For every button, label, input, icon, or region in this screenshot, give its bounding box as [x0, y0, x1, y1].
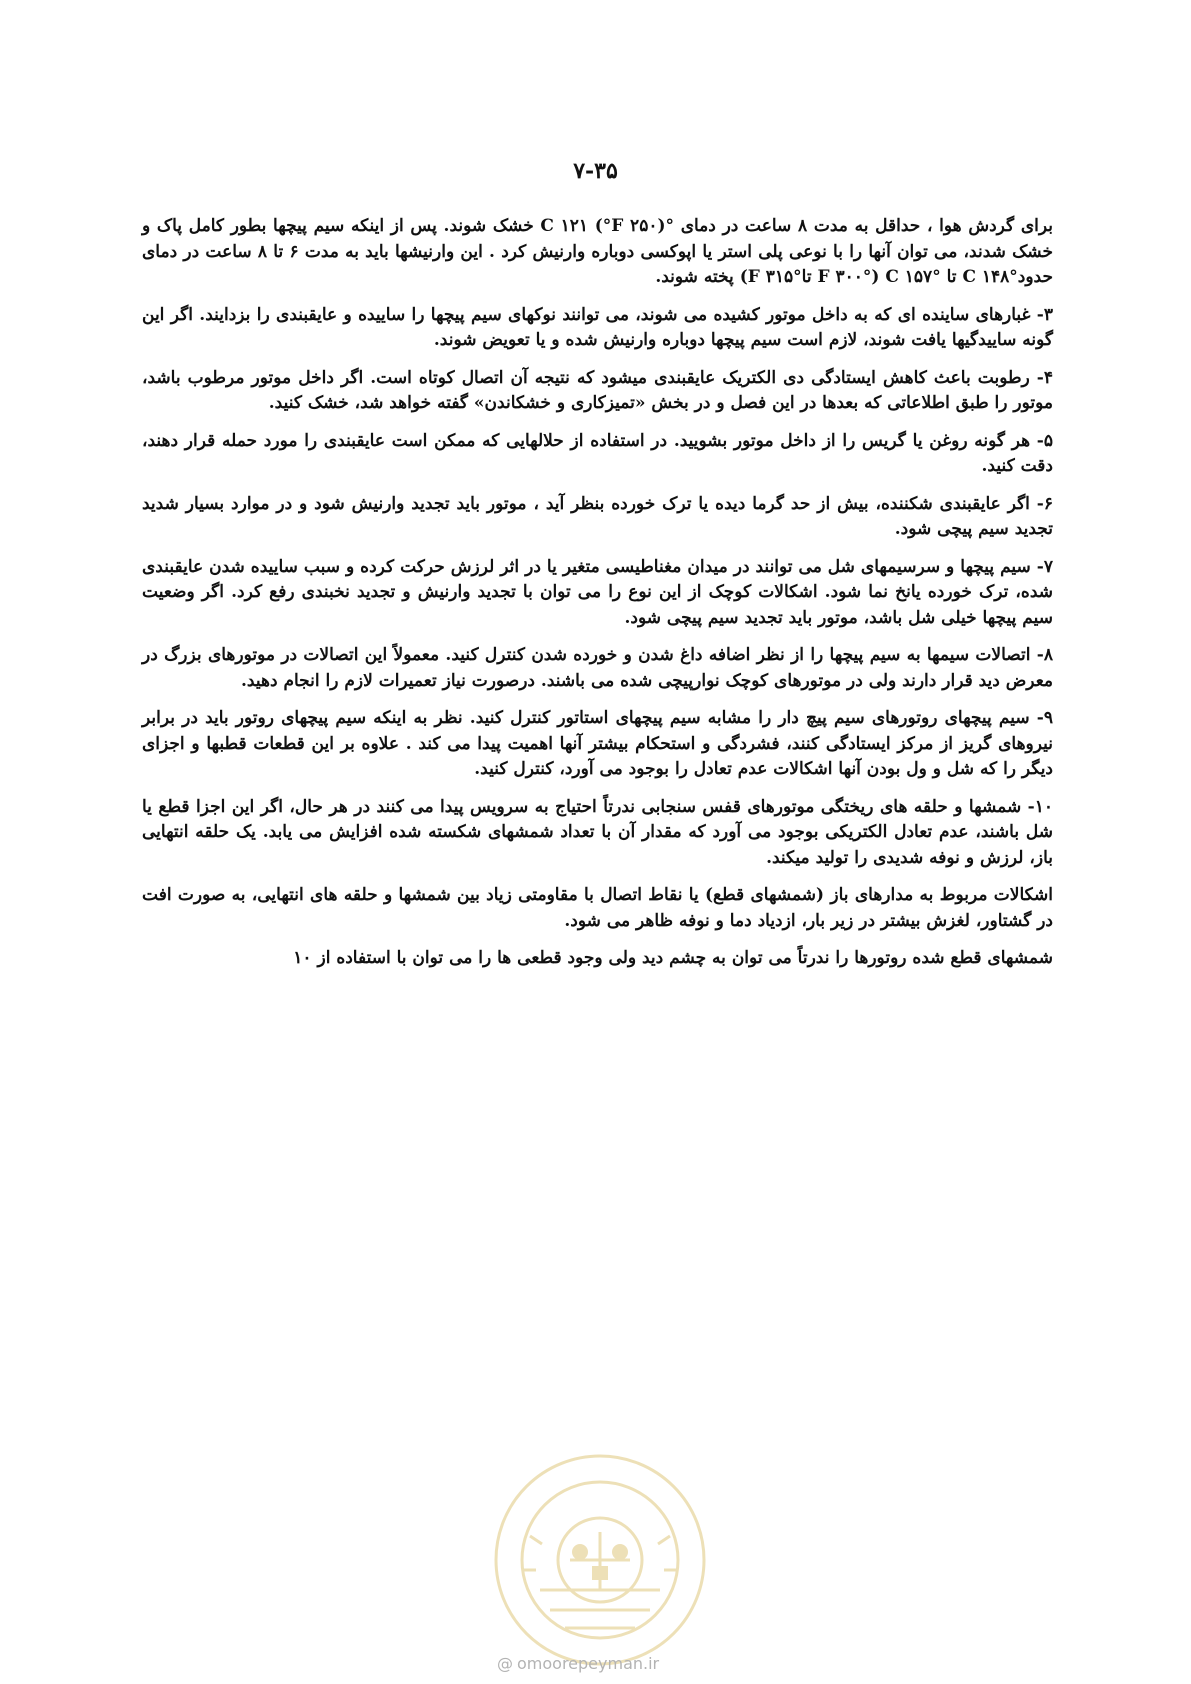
- paragraph-item-4: ۴- رطوبت باعث کاهش ایستادگی دی الکتریک عایقبندی میشود که نتیجه آن اتصال کوتاه است. اگر داخل موتور مرطوب باشد، موتور را طبق اطلاعاتی که بعدها در این فصل و در بخش «تمیزکاری و خشکاندن» گفته خواهد شد، خشک کنید.: [142, 367, 1053, 413]
- paragraph-broken-bars: شمشهای قطع شده روتورها را ندرتاً می توان به چشم دید ولی وجود قطعی ها را می توان با استفاده از ۱۰: [293, 948, 1053, 968]
- document-body: [142, 214, 1053, 984]
- watermark-seal-icon: [470, 1440, 730, 1680]
- at-sign-icon: @: [497, 1654, 513, 1673]
- paragraph-item-10: ۱۰- شمشها و حلقه های ریختگی موتورهای قفس سنجابی ندرتاً احتیاج به سرویس پیدا می کنند در هر حال، اگر این اجزا قطع یا شل باشند، عدم تعادل الکتریکی بوجود می آورد که مقدار آن با تعداد شمشهای شکسته شده افزایش می یابد. یک حلقه انتهایی باز، لرزش و نوفه شدیدی را تولید میکند.: [142, 796, 1053, 868]
- paragraph-open-circuits: اشکالات مربوط به مدارهای باز (شمشهای قطع) یا نقاط اتصال با مقاومتی زیاد بین شمشها و حلقه های انتهایی، به صورت افت در گشتاور، لغزش بیشتر در زیر بار، ازدیاد دما و نوفه ظاهر می شود.: [142, 885, 1053, 931]
- paragraph-item-9: ۹- سیم پیچهای روتورهای سیم پیچ دار را مشابه سیم پیچهای استاتور کنترل کنید. نظر به اینکه سیم پیچهای روتور باید در برابر نیروهای گریز از مرکز ایستادگی کنند، فشردگی و استحکام بیشتر آنها اهمیت پیدا می کند . علاوه بر این قطعات قطبها و اجزای دیگر را که شل و ول بودن آنها اشکالات عدم تعادل را بوجود می آورد، کنترل کنید.: [142, 708, 1053, 779]
- site-url: [497, 1654, 717, 1673]
- paragraph-item-3: ۳- غبارهای ساینده ای که به داخل موتور کشیده می شوند، می توانند نوکهای سیم پیچها را ساییده و عایقبندی را بزدایند. اگر این گونه ساییدگیها یافت شوند، لازم است سیم پیچها دوباره وارنیش شده و یا تعویض شوند.: [142, 304, 1053, 350]
- paragraph-item-8: ۸- اتصالات سیمها به سیم پیچها را از نظر اضافه داغ شدن و خورده شدن کنترل کنید. معمولاً این اتصالات در موتورهای بزرگ در معرض دید قرار دارند ولی در موتورهای کوچک نوارپیچی شده می باشند. درصورت نیاز تعمیرات لازم را انجام دهید.: [142, 645, 1053, 691]
- paragraph-item-7: ۷- سیم پیچها و سرسیمهای شل می توانند در میدان مغناطیسی متغیر یا در اثر لرزش حرکت کرده و سبب ساییده شدن عایقبندی شده، ترک خورده یانخ نما شود. اشکالات کوچک از این نوع را می توان با تجدید وارنیش و تجدید نخبندی رفع کرد. اگر وضعیت سیم پیچها خیلی شل باشد، موتور باید تجدید سیم پیچی شود.: [142, 556, 1053, 628]
- paragraph-item-6: ۶- اگر عایقبندی شکننده، بیش از حد گرما دیده یا ترک خورده بنظر آید ، موتور باید تجدید وارنیش شود و در موارد بسیار شدید تجدید سیم پیچی شود.: [142, 493, 1053, 539]
- site-url-text: omoorepeyman.ir: [517, 1654, 660, 1673]
- page-number: ۷-۳۵: [573, 158, 618, 184]
- paragraph-continued: برای گردش هوا ، حداقل به مدت ۸ ساعت در دمای °C ۱۲۱ (°F ۲۵۰) خشک شوند. پس از اینکه سیم پیچها بطور کامل پاک و خشک شدند، می توان آنها را با نوعی پلی استر یا اپوکسی دوباره وارنیش کرد . این وارنیشها باید به مدت ۶ تا ۸ ساعت در دمای حدود°C ۱۴۸ تا °C ۱۵۷ (°F ۳۰۰ تا°F ۳۱۵) پخته شوند.: [142, 216, 1053, 287]
- paragraph-item-5: ۵- هر گونه روغن یا گریس را از داخل موتور بشویید. در استفاده از حلالهایی که ممکن است عایقبندی را مورد حمله قرار دهند، دقت کنید.: [142, 430, 1053, 476]
